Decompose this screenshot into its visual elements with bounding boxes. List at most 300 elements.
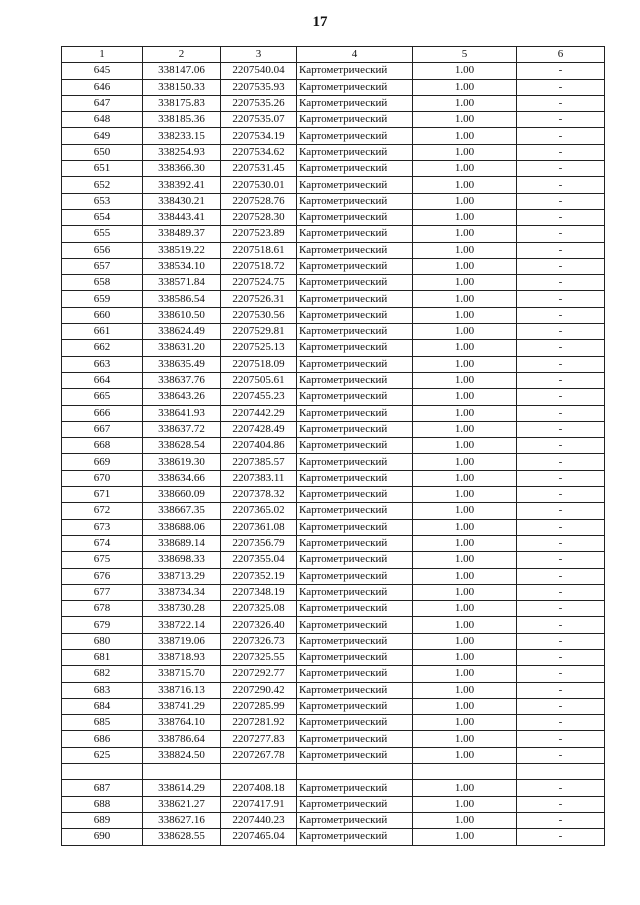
method-cell: Картометрический: [297, 421, 413, 437]
column-header: 1: [62, 47, 143, 63]
table-row: [62, 715, 605, 731]
note-cell: -: [517, 454, 605, 470]
point-number-cell: 681: [62, 649, 143, 665]
coord-x-cell: 338586.54: [143, 291, 221, 307]
accuracy-cell: 1.00: [413, 487, 517, 503]
note-cell: -: [517, 568, 605, 584]
note-cell: -: [517, 95, 605, 111]
table-row: [62, 177, 605, 193]
accuracy-cell: 1.00: [413, 552, 517, 568]
accuracy-cell: 1.00: [413, 372, 517, 388]
method-cell: Картометрический: [297, 503, 413, 519]
table-row: [62, 503, 605, 519]
coord-y-cell: 2207428.49: [221, 421, 297, 437]
method-cell: Картометрический: [297, 389, 413, 405]
note-cell: -: [517, 79, 605, 95]
accuracy-cell: 1.00: [413, 731, 517, 747]
coord-x-cell: 338614.29: [143, 780, 221, 796]
coord-y-cell: 2207528.76: [221, 193, 297, 209]
note-cell: -: [517, 535, 605, 551]
method-cell: Картометрический: [297, 356, 413, 372]
note-cell: -: [517, 649, 605, 665]
coord-y-cell: 2207534.62: [221, 144, 297, 160]
coord-y-cell: 2207417.91: [221, 796, 297, 812]
table-row: [62, 193, 605, 209]
table-header-row: [62, 47, 605, 63]
method-cell: Картометрический: [297, 601, 413, 617]
table-row: [62, 324, 605, 340]
column-header: 5: [413, 47, 517, 63]
coord-x-cell: 338621.27: [143, 796, 221, 812]
table-row: [62, 649, 605, 665]
method-cell: Картометрический: [297, 340, 413, 356]
table-row: [62, 519, 605, 535]
table-row: [62, 128, 605, 144]
note-cell: -: [517, 324, 605, 340]
point-number-cell: 682: [62, 666, 143, 682]
table-row: [62, 470, 605, 486]
coord-x-cell: 338627.16: [143, 812, 221, 828]
accuracy-cell: 1.00: [413, 568, 517, 584]
note-cell: -: [517, 731, 605, 747]
point-number-cell: 690: [62, 829, 143, 845]
method-cell: Картометрический: [297, 584, 413, 600]
table-row: [62, 764, 605, 780]
note-cell: -: [517, 340, 605, 356]
column-header: 6: [517, 47, 605, 63]
point-number-cell: 647: [62, 95, 143, 111]
table-row: [62, 209, 605, 225]
coord-x-cell: 338635.49: [143, 356, 221, 372]
method-cell: Картометрический: [297, 177, 413, 193]
coord-x-cell: 338366.30: [143, 161, 221, 177]
accuracy-cell: [413, 764, 517, 780]
point-number-cell: 651: [62, 161, 143, 177]
method-cell: Картометрический: [297, 666, 413, 682]
coord-x-cell: 338764.10: [143, 715, 221, 731]
table-row: [62, 454, 605, 470]
note-cell: -: [517, 226, 605, 242]
method-cell: Картометрический: [297, 144, 413, 160]
point-number-cell: 659: [62, 291, 143, 307]
method-cell: Картометрический: [297, 682, 413, 698]
accuracy-cell: 1.00: [413, 698, 517, 714]
note-cell: -: [517, 291, 605, 307]
table-row: [62, 307, 605, 323]
note-cell: -: [517, 666, 605, 682]
coord-x-cell: 338150.33: [143, 79, 221, 95]
table-row: [62, 812, 605, 828]
coord-y-cell: 2207356.79: [221, 535, 297, 551]
accuracy-cell: 1.00: [413, 519, 517, 535]
coord-y-cell: 2207534.19: [221, 128, 297, 144]
point-number-cell: 646: [62, 79, 143, 95]
coord-y-cell: 2207404.86: [221, 438, 297, 454]
accuracy-cell: 1.00: [413, 79, 517, 95]
coord-x-cell: 338443.41: [143, 209, 221, 225]
table-row: [62, 535, 605, 551]
note-cell: -: [517, 487, 605, 503]
point-number-cell: 689: [62, 812, 143, 828]
method-cell: Картометрический: [297, 63, 413, 79]
coord-y-cell: 2207530.56: [221, 307, 297, 323]
table-row: [62, 340, 605, 356]
point-number-cell: 670: [62, 470, 143, 486]
coord-x-cell: 338628.54: [143, 438, 221, 454]
coord-x-cell: 338637.72: [143, 421, 221, 437]
point-number-cell: 649: [62, 128, 143, 144]
note-cell: -: [517, 633, 605, 649]
method-cell: Картометрический: [297, 324, 413, 340]
note-cell: -: [517, 242, 605, 258]
accuracy-cell: 1.00: [413, 601, 517, 617]
table-row: [62, 144, 605, 160]
coord-x-cell: 338185.36: [143, 112, 221, 128]
coord-x-cell: 338698.33: [143, 552, 221, 568]
method-cell: Картометрический: [297, 568, 413, 584]
coord-y-cell: 2207385.57: [221, 454, 297, 470]
accuracy-cell: 1.00: [413, 128, 517, 144]
coord-x-cell: 338722.14: [143, 617, 221, 633]
point-number-cell: 680: [62, 633, 143, 649]
table-row: [62, 633, 605, 649]
accuracy-cell: 1.00: [413, 503, 517, 519]
note-cell: -: [517, 503, 605, 519]
coord-x-cell: 338610.50: [143, 307, 221, 323]
accuracy-cell: 1.00: [413, 389, 517, 405]
method-cell: Картометрический: [297, 535, 413, 551]
coord-y-cell: 2207523.89: [221, 226, 297, 242]
table-row: [62, 291, 605, 307]
point-number-cell: 688: [62, 796, 143, 812]
point-number-cell: 654: [62, 209, 143, 225]
table-row: [62, 421, 605, 437]
coord-x-cell: 338641.93: [143, 405, 221, 421]
point-number-cell: 671: [62, 487, 143, 503]
note-cell: -: [517, 552, 605, 568]
table-row: [62, 405, 605, 421]
point-number-cell: 645: [62, 63, 143, 79]
coord-y-cell: 2207408.18: [221, 780, 297, 796]
point-number-cell: 672: [62, 503, 143, 519]
accuracy-cell: 1.00: [413, 275, 517, 291]
table-row: [62, 568, 605, 584]
coord-x-cell: 338734.34: [143, 584, 221, 600]
column-header: 3: [221, 47, 297, 63]
coord-x-cell: 338786.64: [143, 731, 221, 747]
note-cell: -: [517, 812, 605, 828]
note-cell: -: [517, 275, 605, 291]
method-cell: Картометрический: [297, 731, 413, 747]
accuracy-cell: 1.00: [413, 747, 517, 763]
method-cell: Картометрический: [297, 633, 413, 649]
note-cell: -: [517, 405, 605, 421]
coord-x-cell: 338715.70: [143, 666, 221, 682]
coord-x-cell: 338689.14: [143, 535, 221, 551]
note-cell: [517, 764, 605, 780]
coord-y-cell: 2207518.72: [221, 258, 297, 274]
coord-y-cell: 2207535.26: [221, 95, 297, 111]
accuracy-cell: 1.00: [413, 340, 517, 356]
coord-x-cell: 338824.50: [143, 747, 221, 763]
method-cell: Картометрический: [297, 715, 413, 731]
point-number-cell: 666: [62, 405, 143, 421]
table-row: [62, 796, 605, 812]
point-number-cell: 652: [62, 177, 143, 193]
accuracy-cell: 1.00: [413, 177, 517, 193]
method-cell: Картометрический: [297, 193, 413, 209]
coord-y-cell: 2207365.02: [221, 503, 297, 519]
coord-x-cell: 338660.09: [143, 487, 221, 503]
note-cell: -: [517, 519, 605, 535]
coord-x-cell: 338534.10: [143, 258, 221, 274]
method-cell: Картометрический: [297, 552, 413, 568]
point-number-cell: 685: [62, 715, 143, 731]
note-cell: -: [517, 112, 605, 128]
point-number-cell: 678: [62, 601, 143, 617]
note-cell: -: [517, 161, 605, 177]
coord-y-cell: 2207505.61: [221, 372, 297, 388]
table-row: [62, 487, 605, 503]
method-cell: Картометрический: [297, 307, 413, 323]
point-number-cell: 684: [62, 698, 143, 714]
coord-y-cell: 2207528.30: [221, 209, 297, 225]
coord-x-cell: 338519.22: [143, 242, 221, 258]
coord-x-cell: 338392.41: [143, 177, 221, 193]
table-row: [62, 601, 605, 617]
coord-y-cell: 2207325.08: [221, 601, 297, 617]
accuracy-cell: 1.00: [413, 405, 517, 421]
coord-x-cell: 338624.49: [143, 324, 221, 340]
method-cell: Картометрический: [297, 242, 413, 258]
table-row: [62, 161, 605, 177]
method-cell: Картометрический: [297, 649, 413, 665]
coord-x-cell: 338713.29: [143, 568, 221, 584]
method-cell: Картометрический: [297, 454, 413, 470]
table-row: [62, 226, 605, 242]
method-cell: Картометрический: [297, 487, 413, 503]
note-cell: -: [517, 177, 605, 193]
coord-x-cell: 338175.83: [143, 95, 221, 111]
coord-x-cell: 338716.13: [143, 682, 221, 698]
coord-x-cell: 338730.28: [143, 601, 221, 617]
coord-y-cell: 2207290.42: [221, 682, 297, 698]
table-row: [62, 95, 605, 111]
coord-y-cell: 2207442.29: [221, 405, 297, 421]
point-number-cell: 667: [62, 421, 143, 437]
accuracy-cell: 1.00: [413, 438, 517, 454]
table-row: [62, 242, 605, 258]
coord-y-cell: 2207326.40: [221, 617, 297, 633]
coord-x-cell: 338637.76: [143, 372, 221, 388]
note-cell: -: [517, 421, 605, 437]
coord-x-cell: 338254.93: [143, 144, 221, 160]
point-number-cell: 677: [62, 584, 143, 600]
accuracy-cell: 1.00: [413, 242, 517, 258]
point-number-cell: 687: [62, 780, 143, 796]
point-number-cell: 673: [62, 519, 143, 535]
coord-y-cell: 2207378.32: [221, 487, 297, 503]
accuracy-cell: 1.00: [413, 649, 517, 665]
method-cell: Картометрический: [297, 438, 413, 454]
note-cell: -: [517, 144, 605, 160]
coord-y-cell: 2207355.04: [221, 552, 297, 568]
coord-y-cell: 2207518.61: [221, 242, 297, 258]
table-row: [62, 829, 605, 845]
note-cell: -: [517, 715, 605, 731]
method-cell: Картометрический: [297, 747, 413, 763]
coord-x-cell: [143, 764, 221, 780]
coord-x-cell: 338634.66: [143, 470, 221, 486]
method-cell: [297, 764, 413, 780]
accuracy-cell: 1.00: [413, 470, 517, 486]
note-cell: -: [517, 780, 605, 796]
method-cell: Картометрический: [297, 291, 413, 307]
accuracy-cell: 1.00: [413, 812, 517, 828]
accuracy-cell: 1.00: [413, 356, 517, 372]
accuracy-cell: 1.00: [413, 584, 517, 600]
table-row: [62, 275, 605, 291]
coord-x-cell: 338571.84: [143, 275, 221, 291]
table-row: [62, 552, 605, 568]
coordinates-table: [61, 46, 605, 846]
accuracy-cell: 1.00: [413, 209, 517, 225]
method-cell: Картометрический: [297, 796, 413, 812]
coord-y-cell: 2207326.73: [221, 633, 297, 649]
accuracy-cell: 1.00: [413, 95, 517, 111]
method-cell: Картометрический: [297, 258, 413, 274]
coord-y-cell: 2207352.19: [221, 568, 297, 584]
coord-x-cell: 338631.20: [143, 340, 221, 356]
table-row: [62, 682, 605, 698]
method-cell: Картометрический: [297, 519, 413, 535]
coord-x-cell: 338619.30: [143, 454, 221, 470]
accuracy-cell: 1.00: [413, 144, 517, 160]
accuracy-cell: 1.00: [413, 307, 517, 323]
method-cell: Картометрический: [297, 405, 413, 421]
coord-x-cell: 338430.21: [143, 193, 221, 209]
method-cell: Картометрический: [297, 780, 413, 796]
point-number-cell: 669: [62, 454, 143, 470]
method-cell: Картометрический: [297, 161, 413, 177]
point-number-cell: 683: [62, 682, 143, 698]
note-cell: -: [517, 698, 605, 714]
table-row: [62, 79, 605, 95]
method-cell: Картометрический: [297, 829, 413, 845]
note-cell: -: [517, 372, 605, 388]
coord-y-cell: 2207535.93: [221, 79, 297, 95]
coord-y-cell: 2207361.08: [221, 519, 297, 535]
point-number-cell: 665: [62, 389, 143, 405]
point-number-cell: 664: [62, 372, 143, 388]
point-number-cell: 674: [62, 535, 143, 551]
table-row: [62, 356, 605, 372]
point-number-cell: 625: [62, 747, 143, 763]
note-cell: -: [517, 209, 605, 225]
coord-x-cell: 338489.37: [143, 226, 221, 242]
method-cell: Картометрический: [297, 372, 413, 388]
note-cell: -: [517, 470, 605, 486]
point-number-cell: 655: [62, 226, 143, 242]
note-cell: -: [517, 584, 605, 600]
coord-y-cell: 2207285.99: [221, 698, 297, 714]
note-cell: -: [517, 747, 605, 763]
method-cell: Картометрический: [297, 698, 413, 714]
table-row: [62, 63, 605, 79]
point-number-cell: 660: [62, 307, 143, 323]
accuracy-cell: 1.00: [413, 796, 517, 812]
coord-x-cell: 338741.29: [143, 698, 221, 714]
table-row: [62, 372, 605, 388]
point-number-cell: 653: [62, 193, 143, 209]
table-row: [62, 698, 605, 714]
accuracy-cell: 1.00: [413, 324, 517, 340]
note-cell: -: [517, 796, 605, 812]
point-number-cell: 657: [62, 258, 143, 274]
table-row: [62, 112, 605, 128]
point-number-cell: 663: [62, 356, 143, 372]
note-cell: -: [517, 193, 605, 209]
table-row: [62, 731, 605, 747]
point-number-cell: 676: [62, 568, 143, 584]
accuracy-cell: 1.00: [413, 112, 517, 128]
accuracy-cell: 1.00: [413, 666, 517, 682]
coord-x-cell: 338643.26: [143, 389, 221, 405]
coord-x-cell: 338628.55: [143, 829, 221, 845]
note-cell: -: [517, 128, 605, 144]
note-cell: -: [517, 389, 605, 405]
note-cell: -: [517, 258, 605, 274]
note-cell: -: [517, 438, 605, 454]
point-number-cell: 661: [62, 324, 143, 340]
table-row: [62, 617, 605, 633]
accuracy-cell: 1.00: [413, 715, 517, 731]
accuracy-cell: 1.00: [413, 682, 517, 698]
coord-y-cell: 2207524.75: [221, 275, 297, 291]
point-number-cell: 679: [62, 617, 143, 633]
coord-y-cell: 2207530.01: [221, 177, 297, 193]
accuracy-cell: 1.00: [413, 193, 517, 209]
coord-y-cell: 2207518.09: [221, 356, 297, 372]
coord-y-cell: [221, 764, 297, 780]
table-row: [62, 389, 605, 405]
coord-y-cell: 2207540.04: [221, 63, 297, 79]
method-cell: Картометрический: [297, 226, 413, 242]
accuracy-cell: 1.00: [413, 258, 517, 274]
coord-x-cell: 338233.15: [143, 128, 221, 144]
method-cell: Картометрический: [297, 209, 413, 225]
coord-x-cell: 338718.93: [143, 649, 221, 665]
method-cell: Картометрический: [297, 275, 413, 291]
note-cell: -: [517, 307, 605, 323]
method-cell: Картометрический: [297, 617, 413, 633]
coord-y-cell: 2207465.04: [221, 829, 297, 845]
table-row: [62, 780, 605, 796]
accuracy-cell: 1.00: [413, 633, 517, 649]
point-number-cell: 675: [62, 552, 143, 568]
method-cell: Картометрический: [297, 470, 413, 486]
table-row: [62, 438, 605, 454]
coord-y-cell: 2207325.55: [221, 649, 297, 665]
method-cell: Картометрический: [297, 128, 413, 144]
table-row: [62, 747, 605, 763]
coord-y-cell: 2207440.23: [221, 812, 297, 828]
coord-y-cell: 2207531.45: [221, 161, 297, 177]
method-cell: Картометрический: [297, 112, 413, 128]
point-number-cell: 662: [62, 340, 143, 356]
accuracy-cell: 1.00: [413, 454, 517, 470]
coord-y-cell: 2207525.13: [221, 340, 297, 356]
